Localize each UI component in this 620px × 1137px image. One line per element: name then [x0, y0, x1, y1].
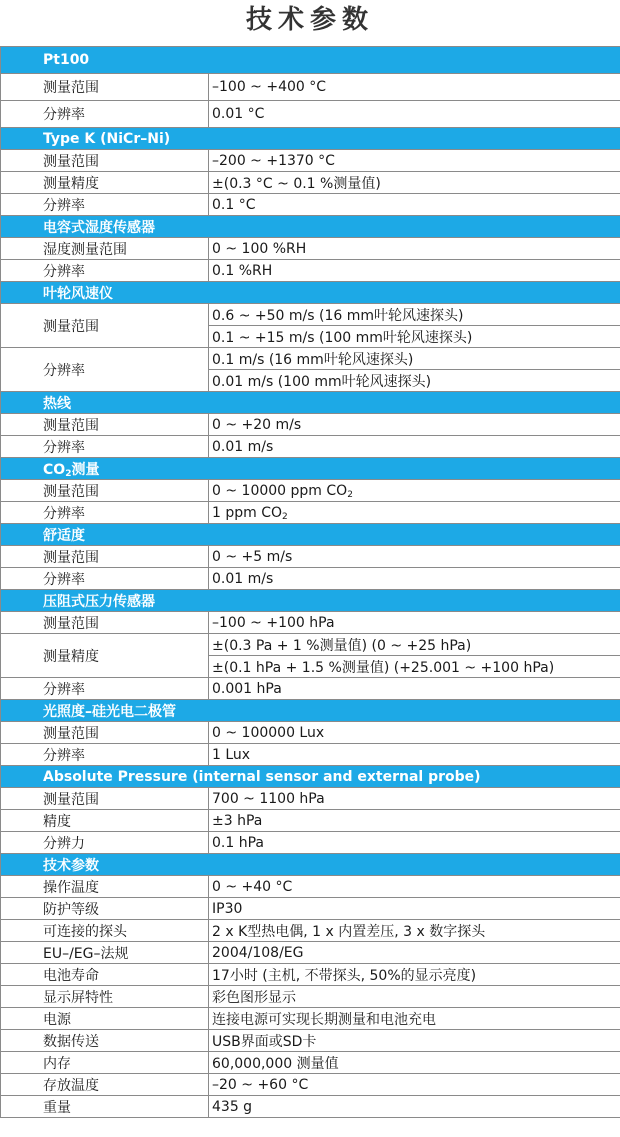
- row-label: 测量范围: [1, 546, 209, 568]
- table-row: [1, 101, 620, 128]
- page-title: 技术参数: [245, 5, 374, 35]
- table-row: [1, 194, 620, 216]
- section-title: 叶轮风速仪: [1, 282, 620, 304]
- section-header-co2: [1, 458, 620, 480]
- section-header-humidity: [1, 216, 620, 238]
- section-title: Type K (NiCr–Ni): [1, 128, 620, 150]
- row-label: 湿度测量范围: [1, 238, 209, 260]
- row-value: 0.01 °C: [209, 101, 620, 128]
- row-value: 0.001 hPa: [209, 678, 620, 700]
- section-header-typek: [1, 128, 620, 150]
- row-value: 0 ~ 100 %RH: [209, 238, 620, 260]
- section-title: 光照度–硅光电二极管: [1, 700, 620, 722]
- row-label: 操作温度: [1, 876, 209, 898]
- row-label: 分辨率: [1, 502, 209, 524]
- co2-prefix: CO: [43, 461, 66, 478]
- row-value: [209, 480, 620, 502]
- row-label: 测量精度: [1, 634, 209, 678]
- row-value: ±3 hPa: [209, 810, 620, 832]
- value-subscript: 2: [347, 489, 353, 500]
- table-row: [1, 678, 620, 700]
- table-row: [1, 436, 620, 458]
- row-value: 0.1 hPa: [209, 832, 620, 854]
- table-row: [1, 744, 620, 766]
- row-value: 60,000,000 测量值: [209, 1052, 620, 1074]
- row-label: 测量范围: [1, 722, 209, 744]
- row-label: 测量范围: [1, 304, 209, 348]
- row-value: ±(0.3 Pa + 1 %测量值) (0 ~ +25 hPa): [209, 634, 620, 656]
- row-label: 电池寿命: [1, 964, 209, 986]
- row-value: 0.01 m/s (100 mm叶轮风速探头): [209, 370, 620, 392]
- table-row: [1, 898, 620, 920]
- section-title: 电容式湿度传感器: [1, 216, 620, 238]
- table-row: [1, 810, 620, 832]
- table-row: [1, 74, 620, 101]
- row-label: 分辨率: [1, 101, 209, 128]
- table-row: [1, 1074, 620, 1096]
- section-header-hotwire: [1, 392, 620, 414]
- row-value: 0.01 m/s: [209, 436, 620, 458]
- row-value: 17小时 (主机, 不带探头, 50%的显示亮度): [209, 964, 620, 986]
- row-value: 0 ~ +40 °C: [209, 876, 620, 898]
- table-row: [1, 172, 620, 194]
- co2-subscript: 2: [65, 468, 72, 479]
- table-row: [1, 634, 620, 656]
- table-row: [1, 238, 620, 260]
- row-label: 测量范围: [1, 480, 209, 502]
- row-label: 分辨率: [1, 348, 209, 392]
- row-value: 0.1 m/s (16 mm叶轮风速探头): [209, 348, 620, 370]
- row-value: [209, 502, 620, 524]
- row-label: 分辨率: [1, 744, 209, 766]
- table-row: [1, 1052, 620, 1074]
- row-value: 0 ~ +20 m/s: [209, 414, 620, 436]
- table-row: [1, 1008, 620, 1030]
- section-header-lux: [1, 700, 620, 722]
- table-row: [1, 876, 620, 898]
- row-label: 可连接的探头: [1, 920, 209, 942]
- table-row: [1, 1030, 620, 1052]
- row-value: 连接电源可实现长期测量和电池充电: [209, 1008, 620, 1030]
- row-value: 0.1 ~ +15 m/s (100 mm叶轮风速探头): [209, 326, 620, 348]
- row-label: 精度: [1, 810, 209, 832]
- row-value: ±(0.3 °C ~ 0.1 %测量值): [209, 172, 620, 194]
- section-title: 技术参数: [1, 854, 620, 876]
- section-header-tech: [1, 854, 620, 876]
- section-header-comfort: [1, 524, 620, 546]
- row-label: 测量范围: [1, 612, 209, 634]
- spec-table: [0, 46, 620, 1118]
- section-header-absolute-pressure: [1, 766, 620, 788]
- row-value: 0.6 ~ +50 m/s (16 mm叶轮风速探头): [209, 304, 620, 326]
- row-label: 测量范围: [1, 74, 209, 101]
- row-label: 测量范围: [1, 414, 209, 436]
- table-row: [1, 1096, 620, 1118]
- row-value: 435 g: [209, 1096, 620, 1118]
- row-label: 分辨率: [1, 568, 209, 590]
- row-value: 0 ~ +5 m/s: [209, 546, 620, 568]
- section-header-pressure: [1, 590, 620, 612]
- row-value: 2 x K型热电偶, 1 x 内置差压, 3 x 数字探头: [209, 920, 620, 942]
- row-value: USB界面或SD卡: [209, 1030, 620, 1052]
- row-value: 0.01 m/s: [209, 568, 620, 590]
- table-row: [1, 502, 620, 524]
- table-row: [1, 964, 620, 986]
- row-value: 0.1 %RH: [209, 260, 620, 282]
- table-row: [1, 722, 620, 744]
- value-text: 0 ~ 10000 ppm CO: [212, 482, 348, 499]
- table-row: [1, 788, 620, 810]
- section-header-vane: [1, 282, 620, 304]
- table-row: [1, 942, 620, 964]
- value-text: 1 ppm CO: [212, 504, 283, 521]
- row-value: 彩色图形显示: [209, 986, 620, 1008]
- table-row: [1, 348, 620, 370]
- row-value: 0.1 °C: [209, 194, 620, 216]
- row-label: 数据传送: [1, 1030, 209, 1052]
- row-value: –100 ~ +100 hPa: [209, 612, 620, 634]
- co2-suffix: 测量: [71, 461, 100, 478]
- section-title: [1, 458, 620, 480]
- row-value: ±(0.1 hPa + 1.5 %测量值) (+25.001 ~ +100 hPa): [209, 656, 620, 678]
- table-row: [1, 150, 620, 172]
- table-row: [1, 304, 620, 326]
- row-label: 重量: [1, 1096, 209, 1118]
- row-label: 分辨率: [1, 194, 209, 216]
- row-label: 测量精度: [1, 172, 209, 194]
- section-title: 压阻式压力传感器: [1, 590, 620, 612]
- row-label: 分辨率: [1, 260, 209, 282]
- value-subscript: 2: [282, 511, 288, 522]
- row-value: 2004/108/EG: [209, 942, 620, 964]
- row-label: 电源: [1, 1008, 209, 1030]
- table-row: [1, 920, 620, 942]
- table-row: [1, 986, 620, 1008]
- row-value: –100 ~ +400 °C: [209, 74, 620, 101]
- row-label: 存放温度: [1, 1074, 209, 1096]
- row-label: 分辨率: [1, 436, 209, 458]
- row-label: 分辨率: [1, 678, 209, 700]
- row-value: 700 ~ 1100 hPa: [209, 788, 620, 810]
- row-label: 测量范围: [1, 150, 209, 172]
- section-title: Pt100: [1, 47, 620, 74]
- row-value: –20 ~ +60 °C: [209, 1074, 620, 1096]
- row-label: 防护等级: [1, 898, 209, 920]
- table-row: [1, 546, 620, 568]
- row-label: 显示屏特性: [1, 986, 209, 1008]
- row-value: 1 Lux: [209, 744, 620, 766]
- row-value: 0 ~ 100000 Lux: [209, 722, 620, 744]
- row-label: EU–/EG–法规: [1, 942, 209, 964]
- table-row: [1, 832, 620, 854]
- row-label: 测量范围: [1, 788, 209, 810]
- row-label: 分辨力: [1, 832, 209, 854]
- section-header-pt100: [1, 47, 620, 74]
- table-row: [1, 612, 620, 634]
- table-row: [1, 414, 620, 436]
- section-title: 热线: [1, 392, 620, 414]
- row-value: IP30: [209, 898, 620, 920]
- section-title: 舒适度: [1, 524, 620, 546]
- table-row: [1, 260, 620, 282]
- table-row: [1, 480, 620, 502]
- row-value: –200 ~ +1370 °C: [209, 150, 620, 172]
- section-title: Absolute Pressure (internal sensor and external probe): [1, 766, 620, 788]
- row-label: 内存: [1, 1052, 209, 1074]
- table-row: [1, 568, 620, 590]
